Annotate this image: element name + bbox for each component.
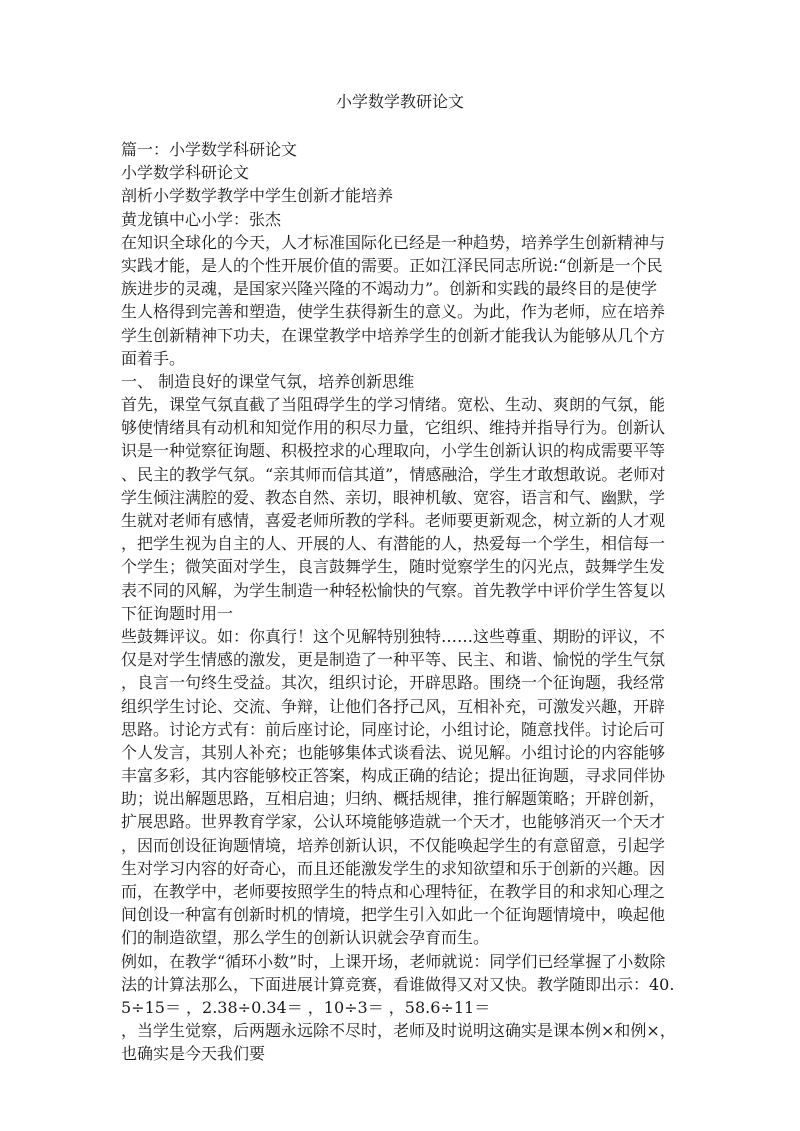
text-line: 实践才能，是人的个性开展价值的需要。正如江泽民同志所说:“创新是一个民 — [121, 255, 663, 275]
text-line: 表不同的风解，为学生制造一种轻松愉快的气察。首先教学中评价学生答复以 — [121, 580, 666, 600]
text-line: 剖析小学数学教学中学生创新才能培养 — [121, 186, 394, 206]
text-line: 5÷15＝ ，2.38÷0.34＝ ，10÷3＝ ，58.6÷11＝ — [121, 997, 491, 1017]
text-line: 首先，课堂气氛直截了当阻碍学生的学习情绪。宽松、生动、爽朗的气氛，能 — [121, 395, 666, 415]
text-line: 学生创新精神下功夫，在课堂教学中培养学生的创新才能我认为能够从几个方 — [121, 325, 666, 345]
text-line: 些鼓舞评议。如：你真行！这个见解特别独特……这些尊重、期盼的评议，不 — [121, 626, 666, 646]
text-line: 们的制造欲望，那么学生的创新认识就会孕育而生。 — [121, 928, 490, 948]
text-line: 仅是对学生情感的激发，更是制造了一种平等、民主、和谐、愉悦的学生气氛 — [121, 650, 666, 670]
text-line: ，因而创设征询题情境，培养创新认识，不仅能唤起学生的有意留意，引起学 — [121, 835, 666, 855]
text-line: 、民主的教学气氛。“亲其师而信其道”，情感融洽，学生才敢想敢说。老师对 — [121, 464, 666, 484]
text-line: 学生倾注满腔的爱、教态自然、亲切，眼神机敏、宽容，语言和气、幽默，学 — [121, 487, 666, 507]
text-line: ，把学生视为自主的人、开展的人、有潜能的人，热爱每一个学生，相信每一 — [121, 534, 666, 554]
text-line: 族进步的灵魂，是国家兴隆兴隆的不竭动力”。创新和实践的最终目的是使学 — [121, 279, 658, 299]
document-title: 小学数学教研论文 — [335, 92, 464, 111]
text-line: 助；说出解题思路，互相启迪；归纳、概括规律，推行解题策略；开辟创新， — [121, 789, 666, 809]
text-line: 在知识全球化的今天，人才标准国际化已经是一种趋势，培养学生创新精神与 — [121, 232, 666, 252]
text-line: 下征询题时用一 — [121, 603, 234, 623]
text-line: 例如，在教学“循环小数”时，上课开场，老师就说：同学们已经掌握了小数除 — [121, 951, 666, 971]
text-line: 够使情绪具有动机和知觉作用的积尽力量，它组织、维持并指导行为。创新认 — [121, 418, 666, 438]
text-line: 小学数学科研论文 — [121, 163, 250, 183]
text-line: 而，在教学中，老师要按照学生的特点和心理特征，在教学目的和求知心理之 — [121, 882, 666, 901]
text-line: 黄龙镇中心小学：张杰 — [121, 209, 282, 229]
text-line: 识是一种觉察征询题、积极控求的心理取向，小学生创新认识的构成需要平等 — [121, 441, 666, 461]
text-line: 也确实是今天我们要 — [121, 1044, 266, 1064]
text-line: 个学生；微笑面对学生，良言鼓舞学生，随时觉察学生的闪光点，鼓舞学生发 — [121, 557, 666, 577]
text-line: ，当学生觉察，后两题永远除不尽时，老师及时说明这确实是课本例×和例×， — [121, 1021, 676, 1041]
text-line: 一、 制造良好的课堂气氛，培养创新思维 — [121, 371, 415, 391]
text-line: ，良言一句终生受益。其次，组织讨论，开辟思路。围绕一个征询题，我经常 — [121, 673, 666, 693]
text-line: 生对学习内容的好奇心，而且还能激发学生的求知欲望和乐于创新的兴趣。因 — [121, 858, 666, 878]
text-line: 篇一：小学数学科研论文 — [121, 140, 298, 159]
text-line: 个人发言，其别人补充；也能够集体式谈看法、说见解。小组讨论的内容能够 — [121, 742, 666, 762]
document-body — [121, 138, 691, 1066]
text-line: 法的计算法那么，下面进展计算竞赛，看谁做得又对又快。教学随即出示：40. — [121, 974, 675, 994]
text-line: 组织学生讨论、交流、争辩，让他们各抒己风，互相补充，可激发兴趣，开辟 — [121, 696, 666, 716]
text-line: 面着手。 — [121, 348, 186, 368]
text-line: 生人格得到完善和塑造，使学生获得新生的意义。为此，作为老师，应在培养 — [121, 302, 666, 322]
text-line: 思路。讨论方式有：前后座讨论，同座讨论，小组讨论，随意找伴。讨论后可 — [121, 719, 666, 739]
text-line: 间创设一种富有创新时机的情境，把学生引入如此一个征询题情境中，唤起他 — [121, 905, 666, 925]
text-line: 扩展思路。世界教育学家，公认环境能够造就一个天才，也能够消灭一个天才 — [121, 812, 666, 832]
text-line: 丰富多彩，其内容能够校正答案，构成正确的结论；提出征询题，寻求同伴协 — [121, 766, 666, 786]
text-line: 生就对老师有感情，喜爱老师所教的学科。老师要更新观念，树立新的人才观 — [121, 511, 666, 530]
